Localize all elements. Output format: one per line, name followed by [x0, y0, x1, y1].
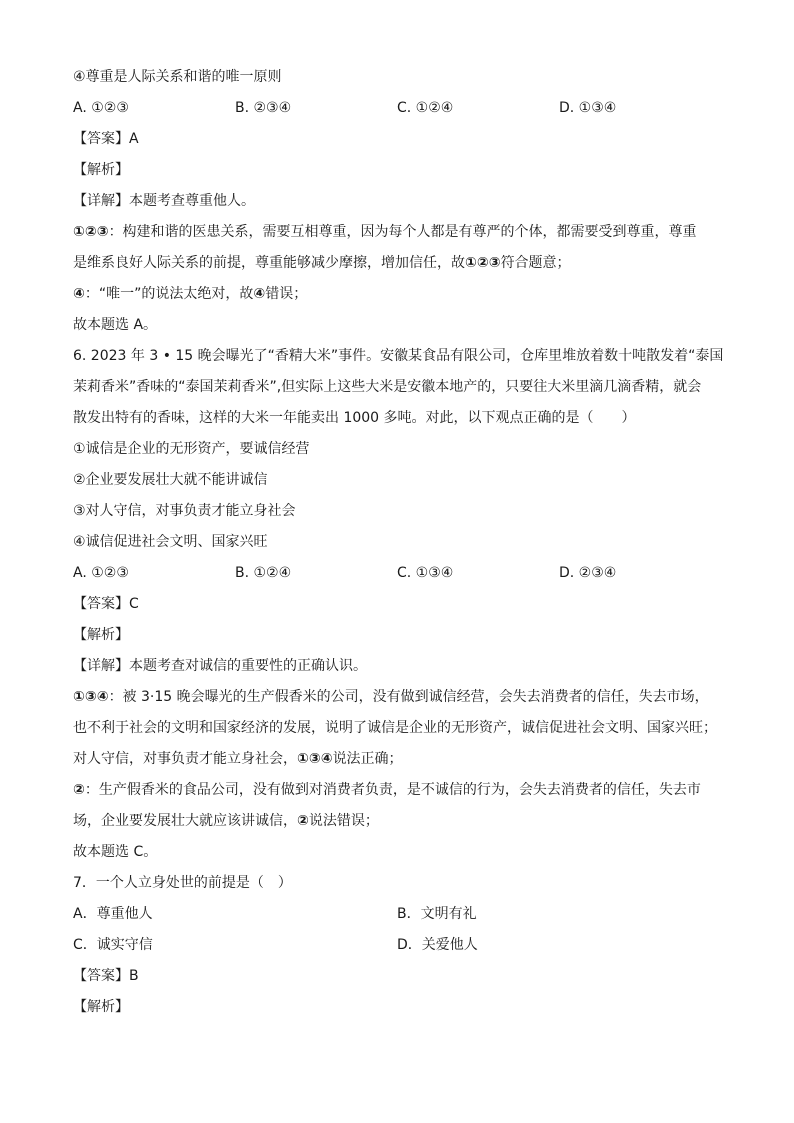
option-c: C. ①②④ [397, 100, 454, 116]
statement-4: ④尊重是人际关系和谐的唯一原则 [73, 69, 282, 85]
explanation-line [73, 775, 721, 806]
explanation-line [73, 217, 721, 248]
explanation-key: ①②③ [73, 224, 109, 240]
question-6-stem: 散发出特有的香味，这样的大米一年能卖出 1000 多吨。对此，以下观点正确的是（ ） [73, 410, 636, 426]
explanation-line [73, 744, 721, 775]
answer-label: 【答案】A [73, 131, 139, 147]
statement-1: ①诚信是企业的无形资产，要诚信经营 [73, 441, 310, 457]
explanation-key: ①③④ [297, 751, 333, 767]
explanation-line [73, 279, 721, 310]
explanation-key: ② [297, 813, 309, 829]
explanation-key: ①③④ [73, 689, 109, 705]
options-row [73, 930, 721, 961]
answer-label: 【答案】B [73, 968, 139, 984]
explanation-line [73, 806, 721, 837]
explanation-text: ：被 3·15 晚会曝光的生产假香米的公司，没有做到诚信经营，会失去消费者的信任，失去市场， [108, 689, 709, 705]
option-a: A. ①②③ [73, 100, 129, 116]
question-7-stem: 7．一个人立身处世的前提是（ ） [73, 875, 292, 891]
option-b: B．文明有礼 [397, 906, 477, 922]
statement-4: ④诚信促进社会文明、国家兴旺 [73, 534, 268, 550]
conclusion: 故本题选 C。 [73, 844, 158, 860]
question-6-stem: 茉莉香米”香味的“泰国茉莉香米”,但实际上这些大米是安徽本地产的，只要往大米里滴几滴香精，就会 [73, 379, 702, 395]
explanation-line [73, 248, 721, 279]
explanation-line: 也不利于社会的文明和国家经济的发展，说明了诚信是企业的无形资产，诚信促进社会文明、国家兴旺； [73, 720, 717, 736]
explanation-text: 说法错误； [308, 813, 379, 829]
explanation-text: 是维系良好人际关系的前提，尊重能够减少摩擦，增加信任，故 [73, 255, 465, 271]
explanation-text: 对人守信，对事负责才能立身社会， [73, 751, 297, 767]
option-b: B. ②③④ [235, 100, 292, 116]
explanation-text: 说法正确； [332, 751, 403, 767]
explanation-text: ：构建和谐的医患关系，需要互相尊重，因为每个人都是有尊严的个体，都需要受到尊重，尊重 [108, 224, 697, 240]
explanation-text: 符合题意； [500, 255, 571, 271]
analysis-label: 【解析】 [73, 627, 129, 643]
analysis-label: 【解析】 [73, 999, 129, 1015]
explanation-text: ：生产假香米的食品公司，没有做到对消费者负责，是不诚信的行为，会失去消费者的信任，失去市 [84, 782, 701, 798]
analysis-label: 【解析】 [73, 162, 129, 178]
explanation-key: ④ [253, 286, 266, 302]
detail-label: 【详解】本题考查尊重他人。 [73, 193, 255, 209]
option-d: D. ②③④ [559, 565, 617, 581]
answer-label: 【答案】C [73, 596, 139, 612]
explanation-text: 场，企业要发展壮大就应该讲诚信， [73, 813, 297, 829]
option-a: A．尊重他人 [73, 906, 153, 922]
statement-3: ③对人守信，对事负责才能立身社会 [73, 503, 296, 519]
option-d: D．关爱他人 [397, 937, 478, 953]
option-c: C．诚实守信 [73, 937, 153, 953]
options-row [73, 93, 721, 124]
options-row [73, 558, 721, 589]
option-b: B. ①②④ [235, 565, 292, 581]
explanation-text: 错误； [265, 286, 308, 302]
explanation-key: ④ [73, 286, 85, 302]
question-6-stem: 6. 2023 年 3 • 15 晚会曝光了“香精大米”事件。安徽某食品有限公司，仓库里堆放着数十吨散发着“泰国 [73, 348, 724, 364]
option-c: C. ①③④ [397, 565, 454, 581]
explanation-line [73, 682, 721, 713]
document-page [73, 62, 724, 1023]
conclusion: 故本题选 A。 [73, 317, 158, 333]
option-a: A. ①②③ [73, 565, 129, 581]
options-row [73, 899, 721, 930]
detail-label: 【详解】本题考查对诚信的重要性的正确认识。 [73, 658, 367, 674]
explanation-text: ：“唯一”的说法太绝对，故 [84, 286, 254, 302]
explanation-key: ② [73, 782, 85, 798]
option-d: D. ①③④ [559, 100, 617, 116]
statement-2: ②企业要发展壮大就不能讲诚信 [73, 472, 268, 488]
explanation-key: ①②③ [465, 255, 501, 271]
